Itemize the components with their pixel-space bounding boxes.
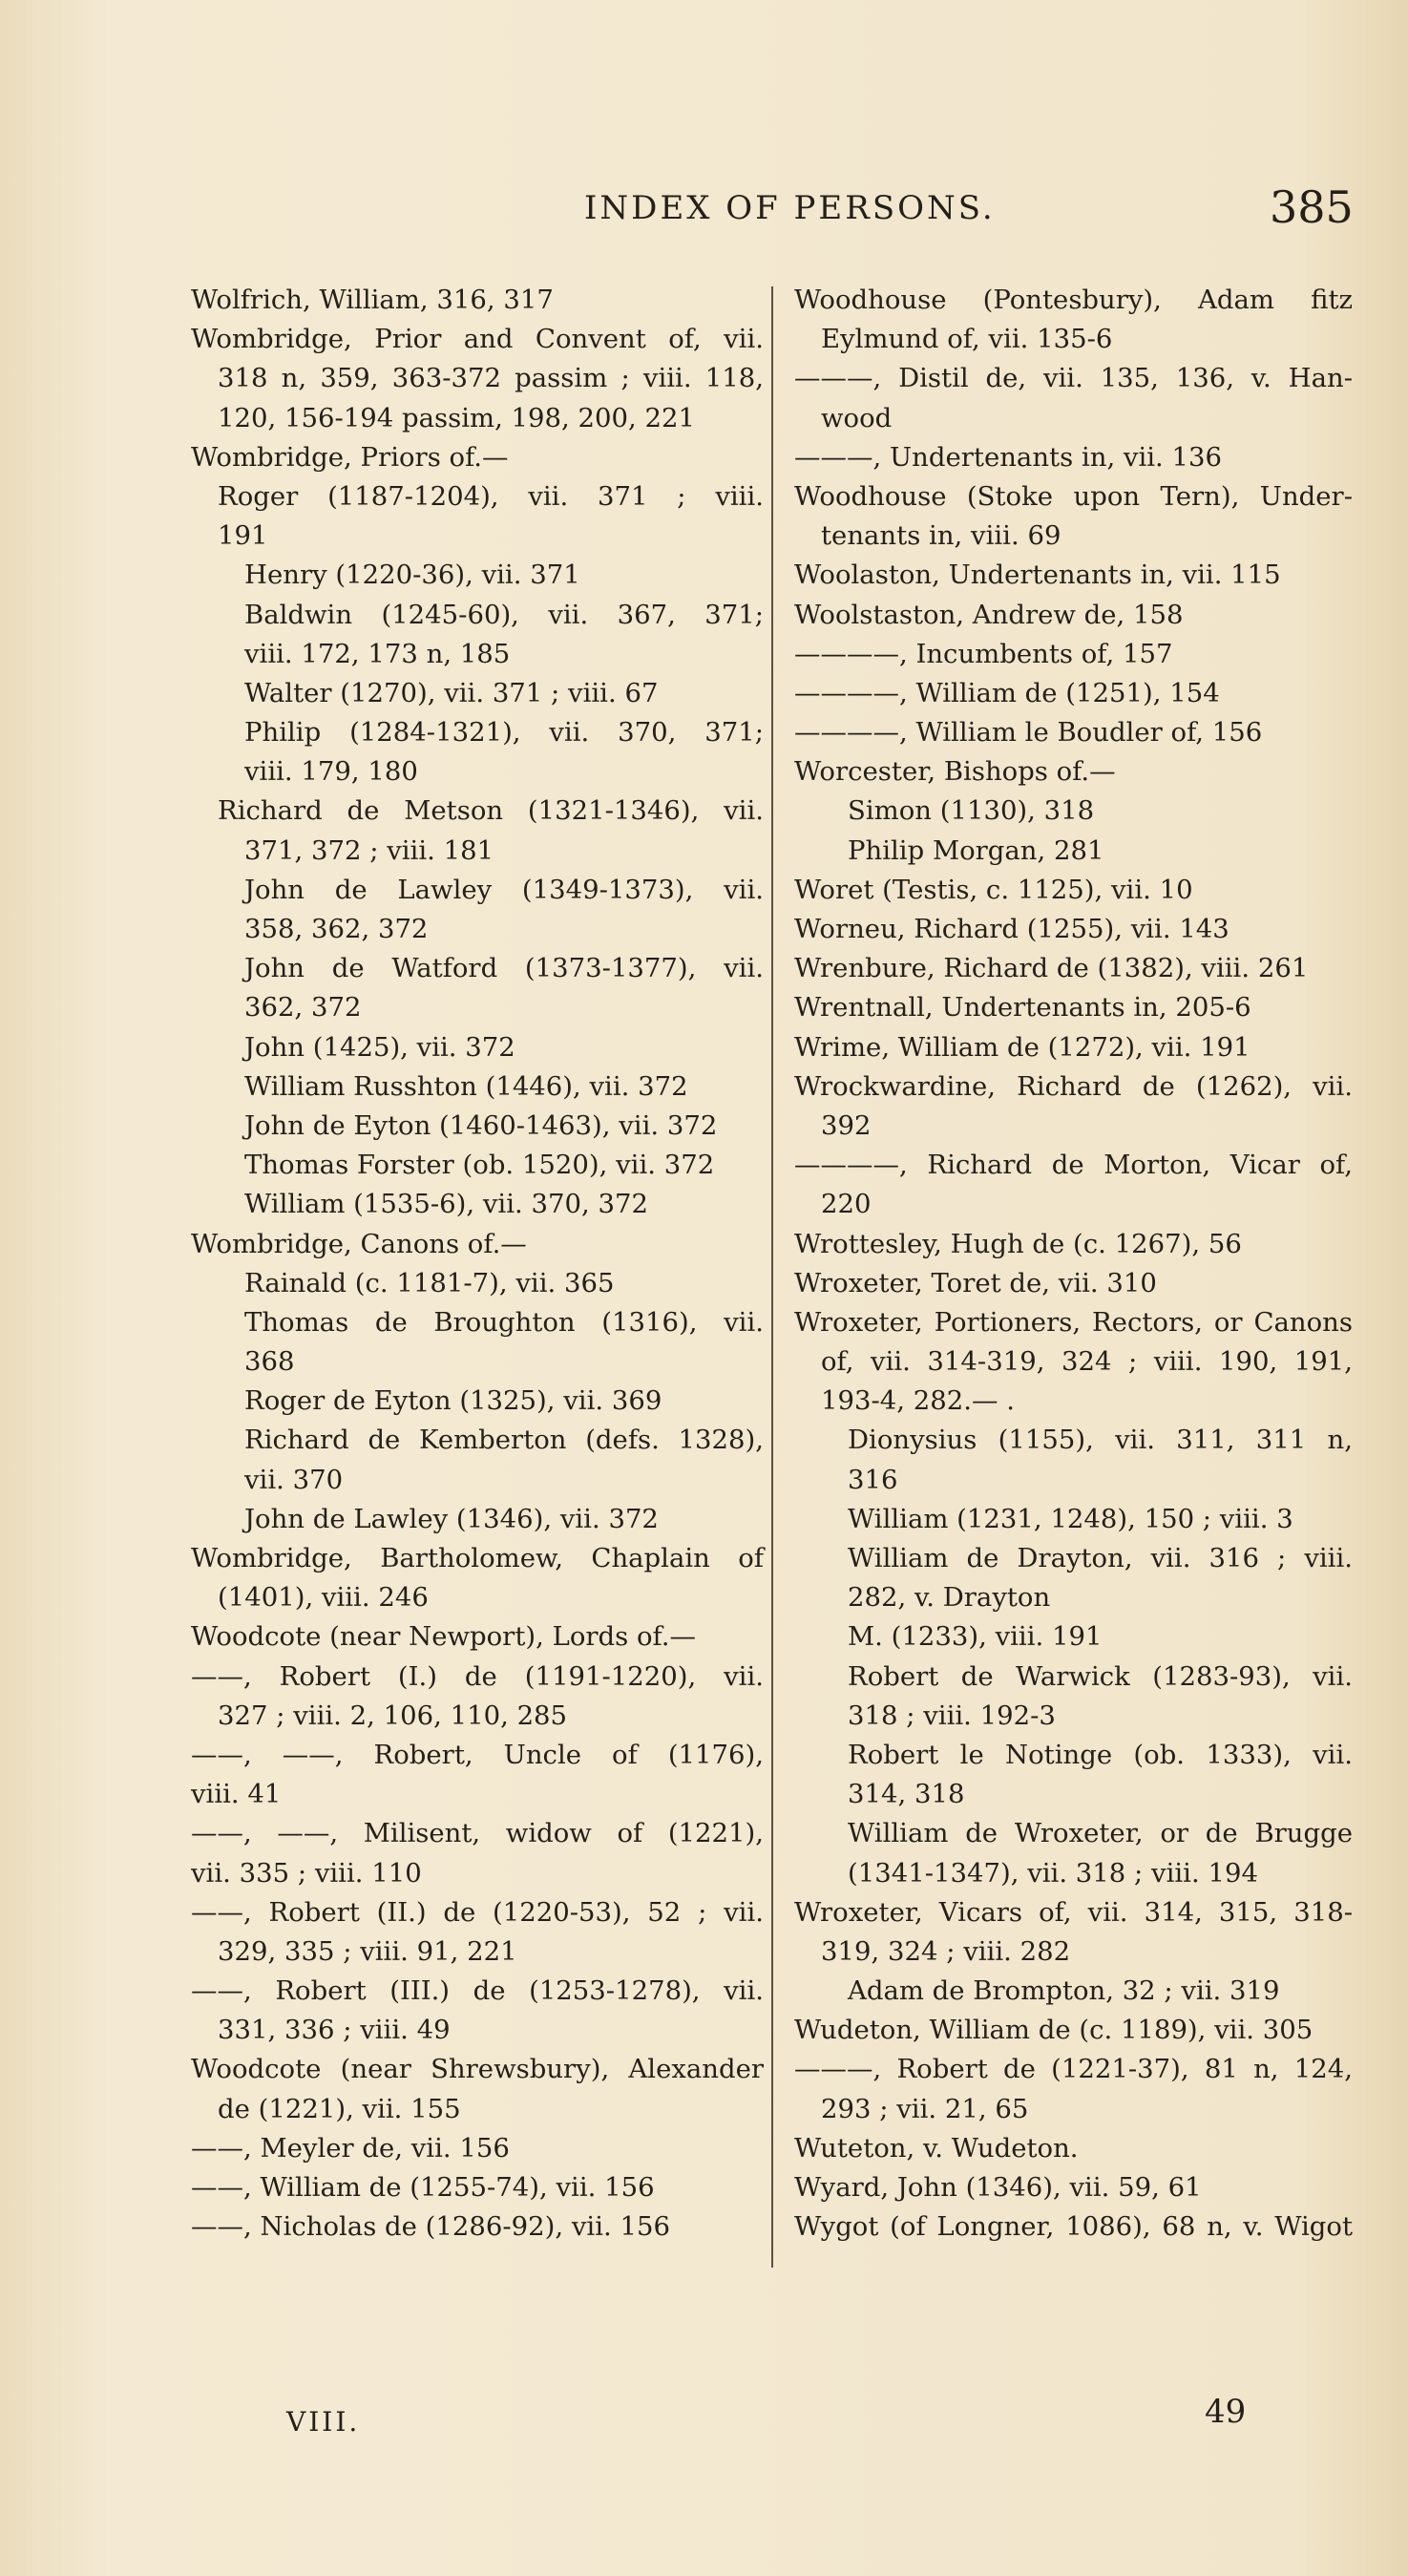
index-entry-text: Baldwin (1245-60), vii. 367, 371; (244, 599, 764, 630)
index-line (191, 1617, 764, 1657)
index-entry-text: Thomas de Broughton (1316), vii. (244, 1306, 764, 1338)
index-line (794, 674, 1353, 713)
index-entry-text: Woodcote (near Shrewsbury), Alexander (191, 2054, 764, 2085)
index-entry-text: 331, 336 ; viii. 49 (218, 2015, 451, 2046)
index-entry-text: Worcester, Bishops of.— (794, 756, 1116, 788)
index-line (794, 359, 1353, 398)
index-line (191, 2207, 764, 2247)
index-entry-text: Wombridge, Bartholomew, Chaplain of (191, 1543, 764, 1573)
index-entry-text: 371, 372 ; viii. 181 (244, 834, 494, 866)
index-line (191, 949, 764, 988)
index-line (794, 1578, 1353, 1617)
index-line (794, 1067, 1353, 1107)
index-entry-text: Wolfrich, William, 316, 317 (191, 285, 554, 315)
index-line (794, 320, 1353, 359)
index-entry-text: of, vii. 314-319, 324 ; viii. 190, 191, (821, 1346, 1353, 1378)
index-entry-text: William (1231, 1248), 150 ; viii. 3 (848, 1503, 1293, 1534)
index-entry-text: Wombridge, Canons of.— (191, 1228, 527, 1259)
index-entry-text: ——, William de (1255-74), vii. 156 (191, 2172, 655, 2203)
index-entry-text: John de Eyton (1460-1463), vii. 372 (244, 1109, 718, 1141)
index-line (191, 1303, 764, 1342)
index-entry-text: ———, Undertenants in, vii. 136 (794, 441, 1223, 473)
index-line (794, 1303, 1353, 1342)
index-line (794, 1854, 1353, 1893)
index-line (794, 1461, 1353, 1500)
index-line (191, 1814, 764, 1853)
index-entry-text: Philip Morgan, 281 (848, 834, 1104, 866)
index-line (191, 871, 764, 910)
index-line (191, 1421, 764, 1460)
index-entry-text: Wroxeter, Vicars of, vii. 314, 315, 318- (794, 1896, 1353, 1928)
index-entry-text: ————, William le Boudler of, 156 (794, 717, 1263, 749)
index-line (794, 1185, 1353, 1224)
index-line (191, 910, 764, 949)
index-entry-text: Wroxeter, Portioners, Rectors, or Canons (794, 1306, 1353, 1338)
index-entry-text: Wombridge, Prior and Convent of, vii. (191, 324, 764, 355)
index-entry-text: Wygot (of Longner, 1086), 68 n, v. Wigot (794, 2211, 1353, 2243)
index-column-right (794, 281, 1353, 2247)
index-entry-text: Wrime, William de (1272), vii. 191 (794, 1031, 1250, 1063)
index-entry-text: 318 n, 359, 363-372 passim ; viii. 118, (218, 363, 764, 394)
index-line (191, 2168, 764, 2207)
index-entry-text: 220 (821, 1189, 872, 1220)
index-entry-text: Dionysius (1155), vii. 311, 311 n, (848, 1425, 1353, 1456)
index-line (794, 1107, 1353, 1146)
index-line (191, 1500, 764, 1539)
index-entry-text: ——, Meyler de, vii. 156 (191, 2132, 510, 2164)
index-line (794, 1736, 1353, 1775)
index-entry-text: Woolstaston, Andrew de, 158 (794, 599, 1184, 630)
index-entry-text: ————, Richard de Morton, Vicar of, (794, 1150, 1353, 1181)
index-line (191, 713, 764, 752)
sheet-number: 49 (1205, 2393, 1247, 2431)
index-entry-text: ——, Robert (III.) de (1253-1278), vii. (191, 1975, 764, 2007)
index-line (794, 2011, 1353, 2050)
index-line (191, 1028, 764, 1067)
index-entry-text: 329, 335 ; viii. 91, 221 (218, 1935, 517, 1967)
index-entry-text: 358, 362, 372 (244, 914, 429, 944)
index-line (794, 517, 1353, 556)
index-line (191, 320, 764, 359)
index-entry-text: Wrottesley, Hugh de (c. 1267), 56 (794, 1228, 1242, 1259)
index-line (794, 281, 1353, 320)
index-line (794, 635, 1353, 674)
index-entry-text: vii. 335 ; viii. 110 (191, 1857, 422, 1889)
index-line (794, 1539, 1353, 1578)
index-line (794, 1617, 1353, 1657)
index-line (794, 1893, 1353, 1932)
index-line (191, 399, 764, 438)
index-line (191, 477, 764, 517)
index-column-left (191, 281, 764, 2247)
index-line (794, 2207, 1353, 2247)
index-entry-text: Wrenbure, Richard de (1382), viii. 261 (794, 953, 1309, 984)
index-entry-text: John de Lawley (1346), vii. 372 (244, 1503, 659, 1534)
index-line (794, 752, 1353, 792)
index-line (191, 1578, 764, 1617)
index-line (794, 910, 1353, 949)
index-entry-text: ——, Robert (II.) de (1220-53), 52 ; vii. (191, 1896, 764, 1928)
index-entry-text: Wombridge, Priors of.— (191, 441, 509, 473)
index-entry-text: John de Watford (1373-1377), vii. (244, 953, 764, 984)
index-line (794, 556, 1353, 595)
index-line (191, 517, 764, 556)
index-entry-text: Eylmund of, vii. 135-6 (821, 324, 1113, 355)
index-entry-text: (1341-1347), vii. 318 ; viii. 194 (848, 1857, 1258, 1889)
index-entry-text: 327 ; viii. 2, 106, 110, 285 (218, 1700, 568, 1731)
index-line (191, 596, 764, 635)
index-line (794, 1658, 1353, 1697)
index-line (794, 2129, 1353, 2168)
index-line (191, 1225, 764, 1264)
index-entry-text: Walter (1270), vii. 371 ; viii. 67 (244, 677, 659, 708)
index-entry-text: ———, Distil de, vii. 135, 136, v. Han- (794, 363, 1353, 394)
index-entry-text: William (1535-6), vii. 370, 372 (244, 1189, 648, 1220)
index-line (191, 2090, 764, 2129)
index-entry-text: 318 ; viii. 192-3 (848, 1700, 1056, 1731)
index-line (794, 399, 1353, 438)
index-line (191, 674, 764, 713)
index-entry-text: 193-4, 282.— . (821, 1385, 1015, 1417)
index-entry-text: Wudeton, William de (c. 1189), vii. 305 (794, 2015, 1313, 2046)
index-line (794, 1264, 1353, 1303)
index-line (191, 556, 764, 595)
index-entry-text: (1401), viii. 246 (218, 1582, 429, 1614)
index-entry-text: Robert le Notinge (ob. 1333), vii. (848, 1739, 1353, 1770)
index-line (191, 1932, 764, 1972)
index-entry-text: Roger (1187-1204), vii. 371 ; viii. (218, 480, 764, 512)
index-entry-text: Woret (Testis, c. 1125), vii. 10 (794, 874, 1193, 905)
index-entry-text: Woolaston, Undertenants in, vii. 115 (794, 560, 1281, 591)
index-entry-text: viii. 41 (191, 1779, 282, 1810)
index-entry-text: ————, William de (1251), 154 (794, 677, 1220, 708)
index-entry-text: William de Wroxeter, or de Brugge (848, 1818, 1353, 1849)
index-line (191, 1972, 764, 2011)
index-entry-text: tenants in, viii. 69 (821, 520, 1061, 552)
index-entry-text: William de Drayton, vii. 316 ; viii. (848, 1543, 1353, 1573)
index-line (191, 832, 764, 871)
index-entry-text: 120, 156-194 passim, 198, 200, 221 (218, 402, 695, 433)
index-entry-text: Woodcote (near Newport), Lords of.— (191, 1621, 696, 1653)
index-entry-text: Wrockwardine, Richard de (1262), vii. (794, 1070, 1353, 1102)
index-line (794, 949, 1353, 988)
index-line (794, 1146, 1353, 1185)
running-header: INDEX OF PERSONS. (584, 189, 996, 227)
index-line (191, 1382, 764, 1421)
index-line (794, 713, 1353, 752)
index-line (191, 1697, 764, 1736)
index-line (191, 1107, 764, 1146)
index-line (191, 1854, 764, 1893)
index-entry-text: 319, 324 ; viii. 282 (821, 1935, 1071, 1967)
index-line (191, 1893, 764, 1932)
index-entry-text: vii. 370 (244, 1464, 344, 1495)
index-line (794, 2090, 1353, 2129)
index-line (794, 832, 1353, 871)
index-line (191, 1736, 764, 1775)
page-number: 385 (1270, 181, 1354, 233)
index-entry-text: Wuteton, v. Wudeton. (794, 2132, 1079, 2164)
index-line (191, 1146, 764, 1185)
index-entry-text: Rainald (c. 1181-7), vii. 365 (244, 1267, 615, 1299)
index-line (794, 2050, 1353, 2089)
index-entry-text: Woodhouse (Stoke upon Tern), Under- (794, 480, 1353, 512)
index-entry-text: Wrentnall, Undertenants in, 205-6 (794, 992, 1251, 1024)
index-line (794, 1932, 1353, 1972)
index-entry-text: ——, ——, Robert, Uncle of (1176), (191, 1739, 764, 1770)
index-line (191, 281, 764, 320)
index-line (191, 988, 764, 1027)
index-entry-text: Wyard, John (1346), vii. 59, 61 (794, 2172, 1202, 2203)
index-line (191, 2050, 764, 2089)
index-entry-text: Henry (1220-36), vii. 371 (244, 560, 580, 591)
index-entry-text: 316 (848, 1464, 898, 1495)
index-entry-text: ———, Robert de (1221-37), 81 n, 124, (794, 2054, 1353, 2085)
index-line (191, 1264, 764, 1303)
index-line (794, 596, 1353, 635)
index-line (191, 2129, 764, 2168)
index-line (794, 792, 1353, 831)
index-entry-text: William Russhton (1446), vii. 372 (244, 1070, 688, 1102)
index-line (191, 792, 764, 831)
index-entry-text: 362, 372 (244, 992, 362, 1024)
index-line (794, 1775, 1353, 1814)
index-line (794, 1028, 1353, 1067)
index-entry-text: ————, Incumbents of, 157 (794, 638, 1173, 669)
index-line (191, 438, 764, 477)
index-line (191, 635, 764, 674)
index-entry-text: 368 (244, 1346, 295, 1378)
index-entry-text: de (1221), vii. 155 (218, 2093, 461, 2124)
index-line (191, 1342, 764, 1382)
index-line (191, 1461, 764, 1500)
index-line (794, 1421, 1353, 1460)
index-line (191, 1067, 764, 1107)
index-line (794, 477, 1353, 517)
index-entry-text: John (1425), vii. 372 (244, 1031, 515, 1063)
index-line (794, 1342, 1353, 1382)
index-entry-text: Richard de Metson (1321-1346), vii. (218, 795, 764, 827)
index-line (794, 1500, 1353, 1539)
index-line (191, 1185, 764, 1224)
index-entry-text: Simon (1130), 318 (848, 795, 1095, 827)
index-entry-text: Philip (1284-1321), vii. 370, 371; (244, 717, 764, 749)
index-entry-text: viii. 179, 180 (244, 756, 418, 788)
index-line (794, 871, 1353, 910)
index-entry-text: wood (821, 402, 893, 433)
column-divider (771, 286, 773, 2268)
index-line (191, 1658, 764, 1697)
signature-mark: VIII. (286, 2406, 361, 2438)
index-entry-text: Wroxeter, Toret de, vii. 310 (794, 1267, 1157, 1299)
index-line (794, 438, 1353, 477)
index-entry-text: John de Lawley (1349-1373), vii. (244, 874, 764, 905)
index-line (191, 1775, 764, 1814)
index-line (191, 2011, 764, 2050)
index-line (794, 2168, 1353, 2207)
index-entry-text: Thomas Forster (ob. 1520), vii. 372 (244, 1150, 715, 1181)
index-line (794, 1814, 1353, 1853)
index-line (191, 752, 764, 792)
index-entry-text: 293 ; vii. 21, 65 (821, 2093, 1029, 2124)
index-line (794, 1225, 1353, 1264)
index-entry-text: Robert de Warwick (1283-93), vii. (848, 1660, 1353, 1692)
index-entry-text: Adam de Brompton, 32 ; vii. 319 (848, 1975, 1280, 2007)
index-entry-text: Richard de Kemberton (defs. 1328), (244, 1425, 764, 1456)
index-line (794, 988, 1353, 1027)
index-line (191, 359, 764, 398)
index-line (191, 1539, 764, 1578)
index-entry-text: Roger de Eyton (1325), vii. 369 (244, 1385, 662, 1417)
index-entry-text: viii. 172, 173 n, 185 (244, 638, 511, 669)
index-entry-text: ——, Robert (I.) de (1191-1220), vii. (191, 1660, 764, 1692)
index-entry-text: 191 (218, 520, 268, 552)
index-entry-text: 314, 318 (848, 1779, 965, 1810)
index-line (794, 1697, 1353, 1736)
index-entry-text: Worneu, Richard (1255), vii. 143 (794, 914, 1229, 944)
index-line (794, 1972, 1353, 2011)
index-entry-text: Woodhouse (Pontesbury), Adam fitz (794, 285, 1353, 315)
index-entry-text: ——, ——, Milisent, widow of (1221), (191, 1818, 764, 1849)
index-entry-text: 392 (821, 1109, 872, 1141)
index-entry-text: ——, Nicholas de (1286-92), vii. 156 (191, 2211, 670, 2243)
index-line (794, 1382, 1353, 1421)
index-entry-text: 282, v. Drayton (848, 1582, 1051, 1614)
index-entry-text: M. (1233), viii. 191 (848, 1621, 1103, 1653)
